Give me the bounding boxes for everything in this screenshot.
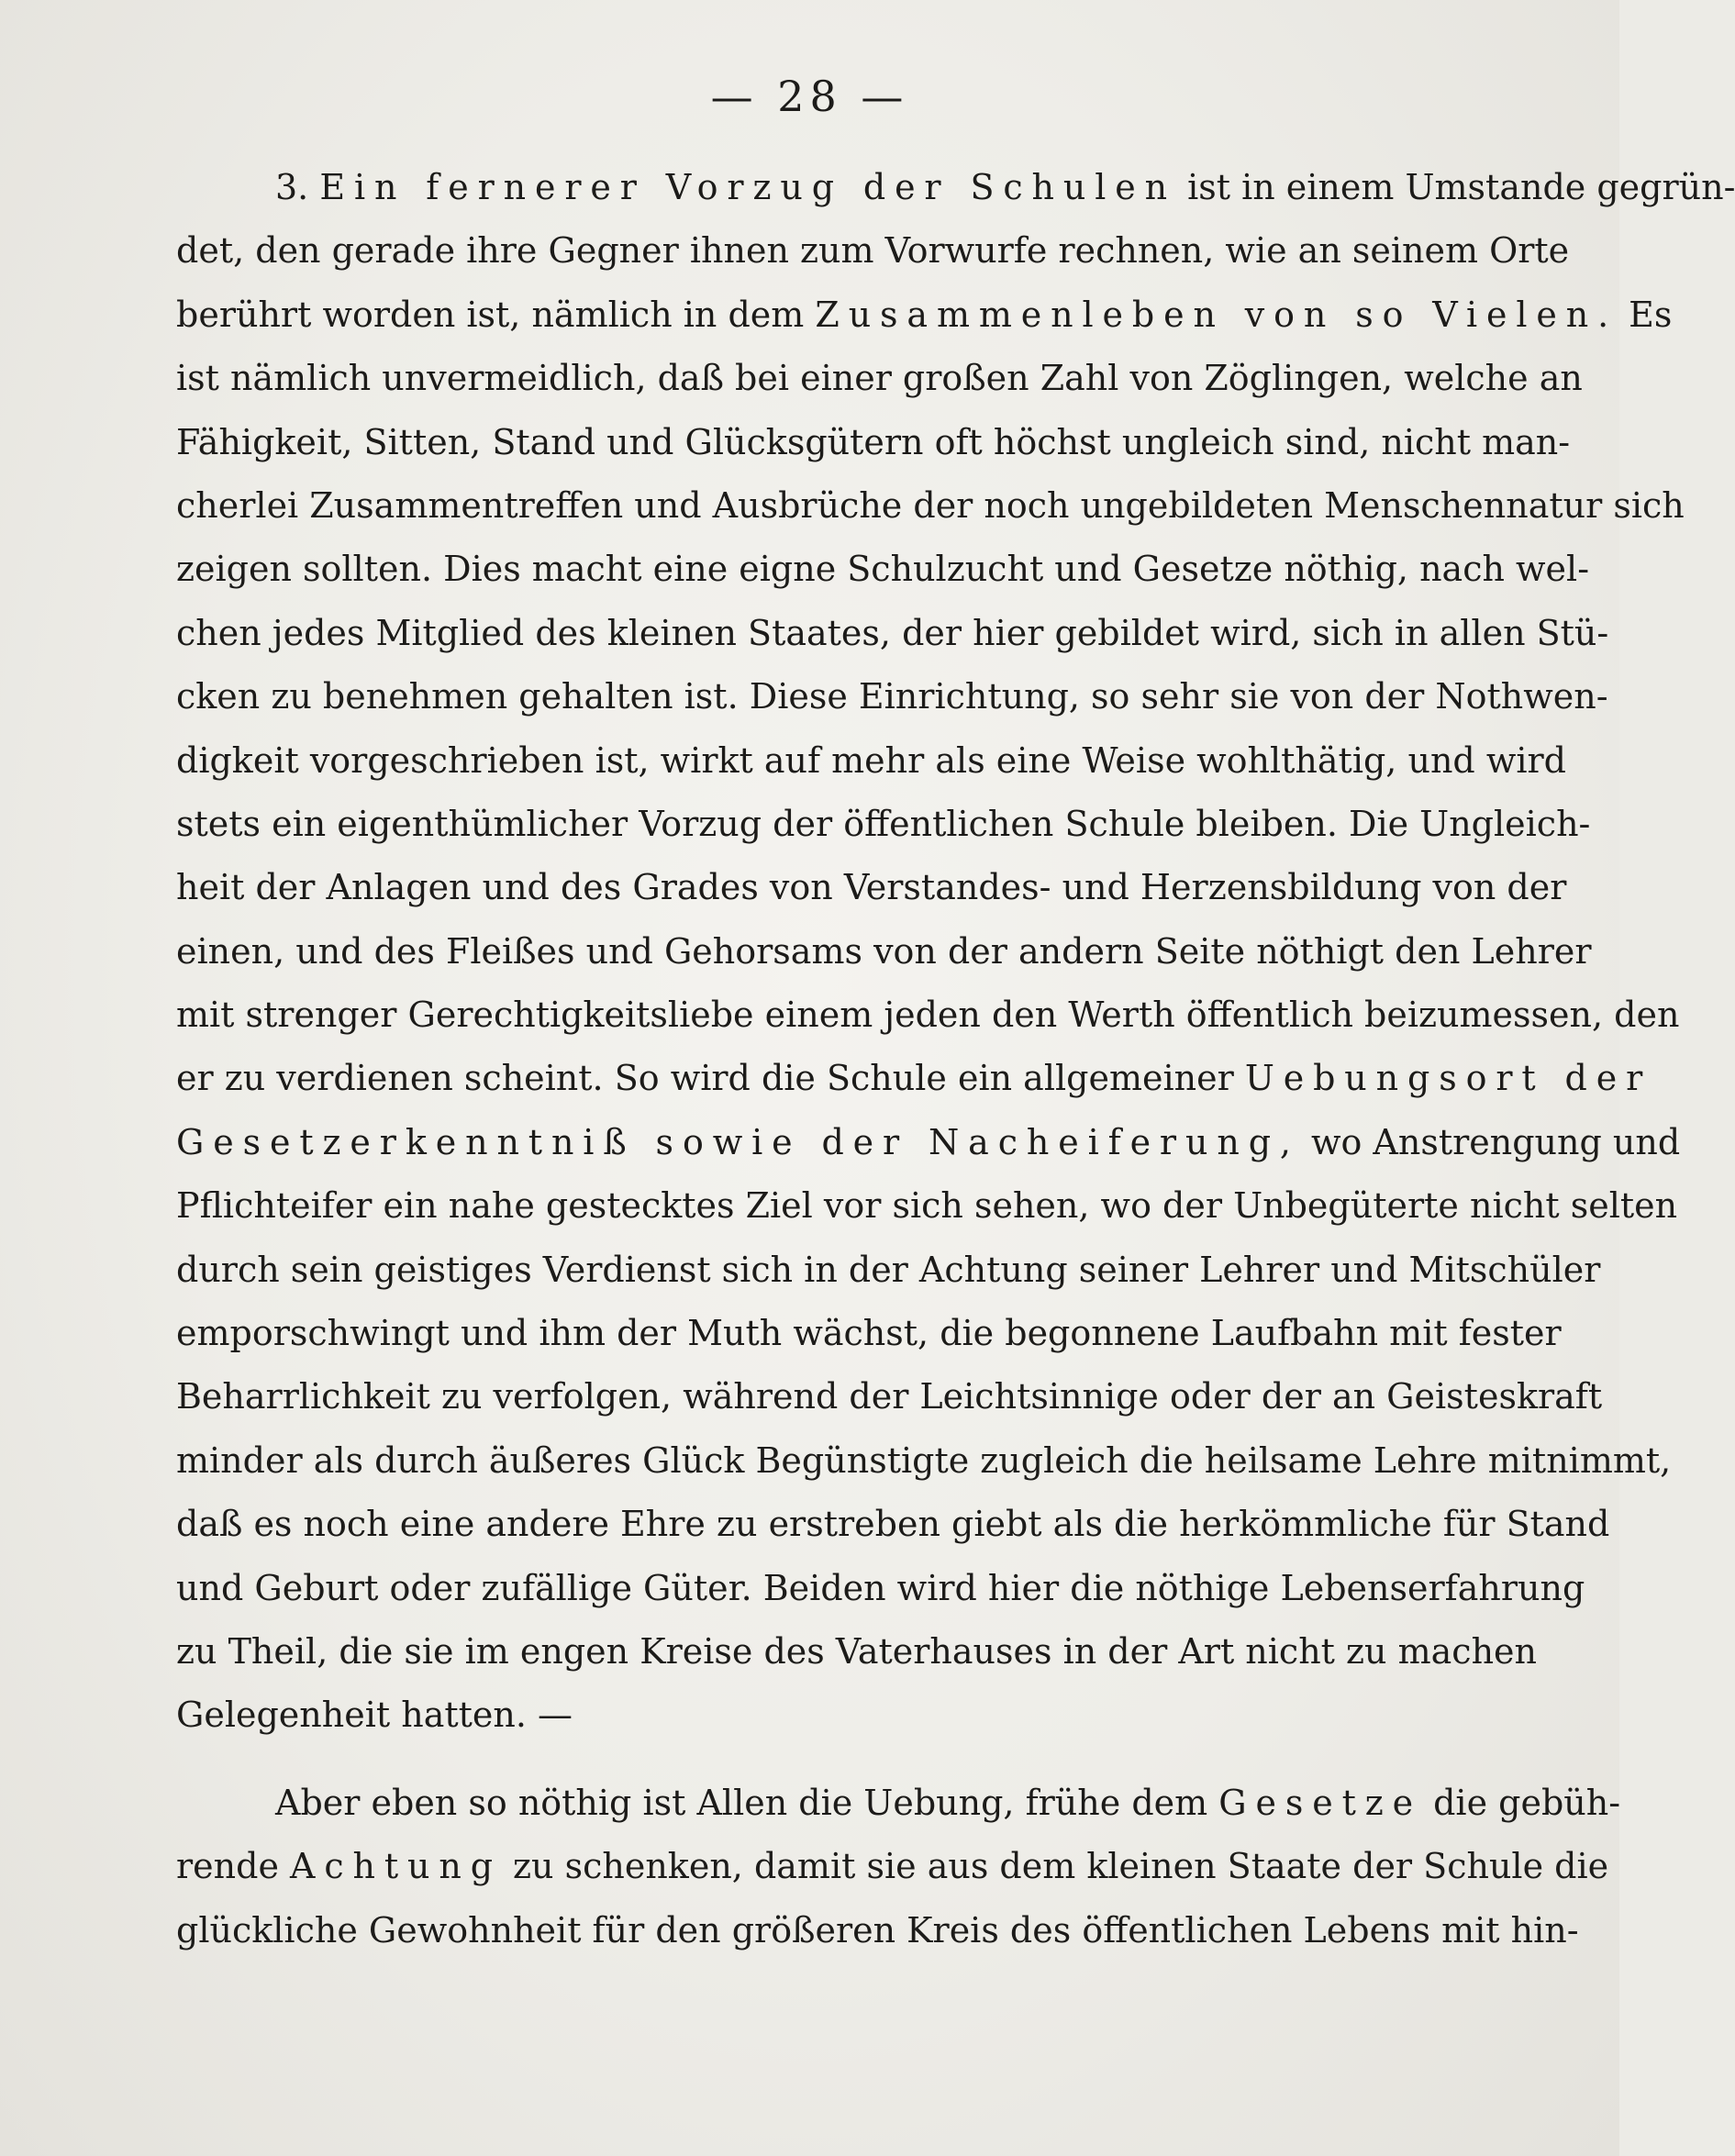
text-run: Beharrlichkeit zu verfolgen, während der Leichtsinnige oder der an Geisteskraft bbox=[176, 1376, 1603, 1417]
text-run: wo Anstrengung und bbox=[1299, 1121, 1681, 1162]
body-text bbox=[176, 156, 1735, 1962]
text-run: die gebüh- bbox=[1422, 1782, 1621, 1823]
text-run: stets ein eigenthümlicher Vorzug der öffentlichen Schule bleiben. Die Ungleich- bbox=[176, 803, 1591, 844]
text-line bbox=[176, 347, 1583, 410]
text-run: Es bbox=[1618, 294, 1673, 335]
text-line bbox=[176, 283, 1673, 347]
text-run: ist in einem Umstande gegrün- bbox=[1175, 167, 1735, 207]
text-run: durch sein geistiges Verdienst sich in der Achtung seiner Lehrer und Mitschüler bbox=[176, 1249, 1601, 1290]
text-run: daß es noch eine andere Ehre zu erstreben giebt als die herkömmliche für Stand bbox=[176, 1504, 1610, 1545]
text-run: und Geburt oder zufällige Güter. Beiden wird hier die nöthige Lebenserfahrung bbox=[176, 1567, 1585, 1608]
text-line bbox=[176, 1684, 1518, 1747]
text-run: mit strenger Gerechtigkeitsliebe einem jeden den Werth öffentlich beizumessen, den bbox=[176, 995, 1680, 1036]
text-line bbox=[176, 219, 1570, 283]
page-number: — 28 — bbox=[710, 72, 909, 121]
text-line bbox=[176, 1365, 1603, 1428]
emphasis-spaced-text: Zusammenleben von so Vielen. bbox=[815, 294, 1618, 335]
text-run: chen jedes Mitglied des kleinen Staates, der hier gebildet wird, sich in allen Stü- bbox=[176, 612, 1609, 653]
text-line bbox=[176, 1174, 1678, 1238]
text-run: det, den gerade ihre Gegner ihnen zum Vorwurfe rechnen, wie an seinem Orte bbox=[176, 230, 1570, 272]
paragraph bbox=[176, 1772, 1621, 1962]
text-line bbox=[176, 1899, 1579, 1962]
text-run: Gelegenheit hatten. — bbox=[176, 1695, 573, 1736]
text-line bbox=[176, 793, 1591, 856]
text-line bbox=[176, 1835, 1609, 1898]
emphasis-spaced-text: Gesetze bbox=[1218, 1782, 1423, 1823]
text-line bbox=[176, 538, 1590, 601]
text-line bbox=[176, 474, 1685, 538]
text-run: er zu verdienen scheint. So wird die Schule ein allgemeiner bbox=[176, 1058, 1245, 1099]
text-run: emporschwingt und ihm der Muth wächst, die begonnene Laufbahn mit fester bbox=[176, 1313, 1562, 1354]
text-line bbox=[176, 1111, 1681, 1174]
text-line bbox=[176, 602, 1609, 665]
text-line bbox=[176, 1493, 1610, 1556]
text-line bbox=[176, 984, 1680, 1047]
text-line bbox=[176, 1620, 1538, 1684]
text-line bbox=[176, 1772, 1621, 1835]
emphasis-spaced-text: Ein fernerer Vorzug der Schulen bbox=[319, 167, 1176, 207]
text-run: rende bbox=[176, 1846, 291, 1887]
text-line bbox=[176, 1429, 1672, 1493]
text-run: Pflichteifer ein nahe gestecktes Ziel vor sich sehen, wo der Unbegüterte nicht selten bbox=[176, 1185, 1678, 1227]
text-run: zeigen sollten. Dies macht eine eigne Schulzucht und Gesetze nöthig, nach wel- bbox=[176, 549, 1590, 590]
text-run: ist nämlich unvermeidlich, daß bei einer großen Zahl von Zöglingen, welche an bbox=[176, 358, 1583, 399]
text-run: 3. bbox=[275, 167, 320, 207]
emphasis-spaced-text: Uebungsort der bbox=[1244, 1058, 1652, 1099]
text-line bbox=[176, 856, 1567, 919]
text-run: cherlei Zusammentreffen und Ausbrüche der noch ungebildeten Menschennatur sich bbox=[176, 484, 1685, 526]
text-run: glückliche Gewohnheit für den größeren Kreis des öffentlichen Lebens mit hin- bbox=[176, 1909, 1579, 1950]
paragraph-gap bbox=[176, 1748, 1518, 1772]
text-run: zu schenken, damit sie aus dem kleinen Staate der Schule die bbox=[501, 1846, 1609, 1887]
text-line bbox=[176, 156, 1735, 219]
text-line bbox=[176, 1047, 1652, 1110]
text-run: einen, und des Fleißes und Gehorsams von der andern Seite nöthigt den Lehrer bbox=[176, 930, 1592, 972]
text-line bbox=[176, 665, 1608, 728]
emphasis-spaced-text: Achtung bbox=[290, 1846, 502, 1887]
text-line bbox=[176, 1557, 1585, 1620]
text-run: Fähigkeit, Sitten, Stand und Glücksgütern oft höchst ungleich sind, nicht man- bbox=[176, 421, 1571, 462]
text-run: zu Theil, die sie im engen Kreise des Vaterhauses in der Art nicht zu machen bbox=[176, 1630, 1538, 1672]
paragraph bbox=[176, 156, 1735, 1748]
text-run: digkeit vorgeschrieben ist, wirkt auf mehr als eine Weise wohlthätig, und wird bbox=[176, 739, 1566, 781]
text-run: cken zu benehmen gehalten ist. Diese Einrichtung, so sehr sie von der Nothwen- bbox=[176, 676, 1608, 717]
text-line bbox=[176, 920, 1592, 984]
text-line bbox=[176, 411, 1571, 474]
text-run: minder als durch äußeres Glück Begünstigte zugleich die heilsame Lehre mitnimmt, bbox=[176, 1439, 1672, 1481]
text-run: berührt worden ist, nämlich in dem bbox=[176, 294, 816, 335]
text-line bbox=[176, 1239, 1601, 1302]
text-line bbox=[176, 729, 1566, 793]
text-run: heit der Anlagen und des Grades von Verstandes- und Herzensbildung von der bbox=[176, 867, 1567, 908]
emphasis-spaced-text: Gesetzerkenntniß sowie der Nacheiferung, bbox=[176, 1121, 1300, 1162]
text-run: Aber eben so nöthig ist Allen die Uebung, frühe dem bbox=[275, 1782, 1219, 1823]
text-line bbox=[176, 1302, 1562, 1365]
